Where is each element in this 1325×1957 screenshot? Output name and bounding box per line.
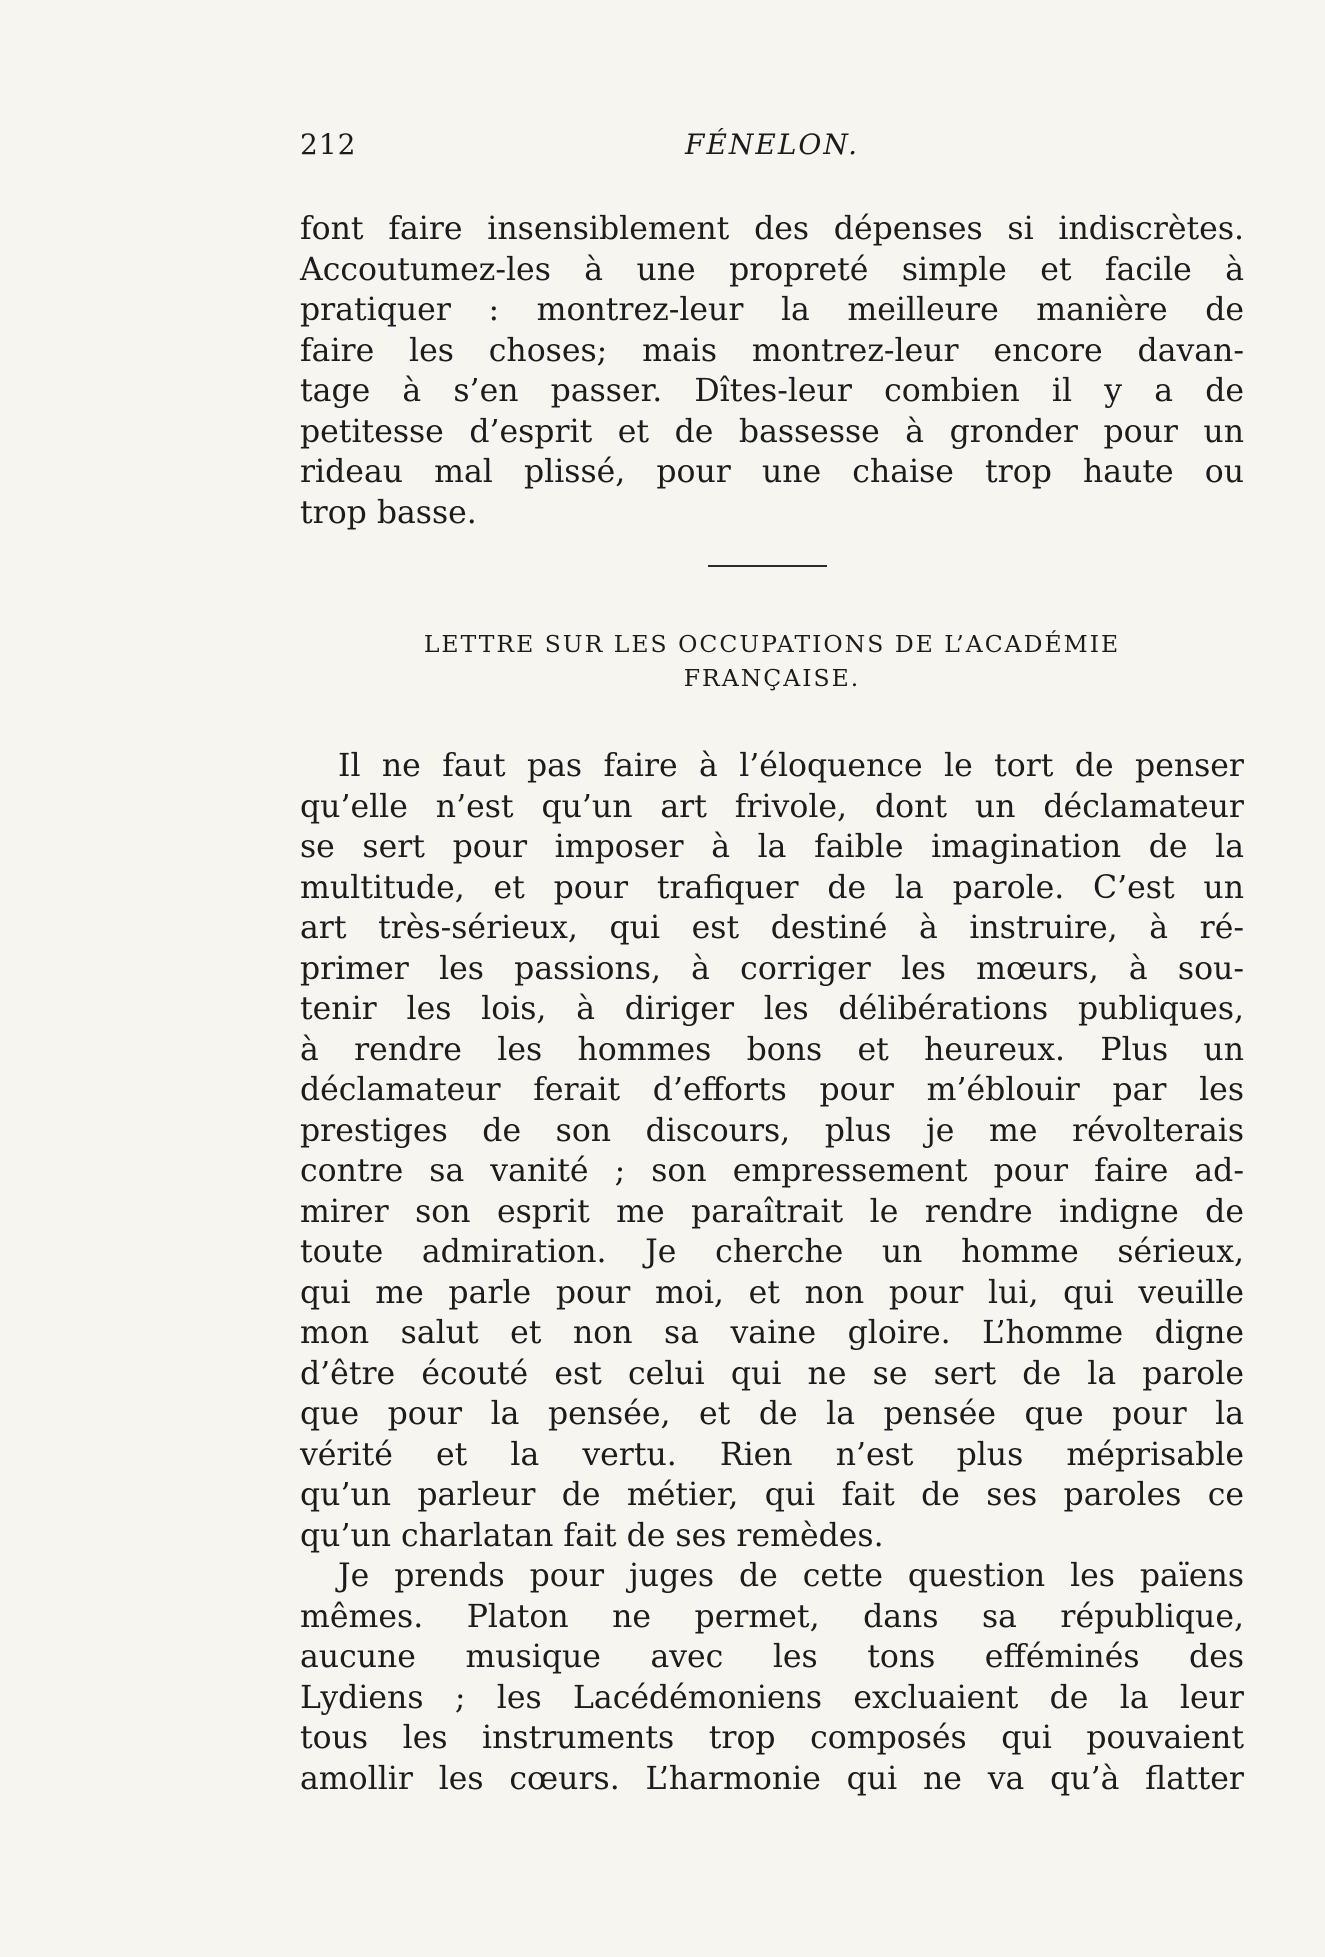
page-number: 212 (300, 128, 357, 161)
text-line: faire les choses; mais montrez-leur encore davan- (300, 332, 1244, 369)
text-line: aucune musique avec les tons efféminés des (300, 1639, 1244, 1675)
running-head (300, 128, 1244, 168)
text-line: font faire insensiblement des dépenses si indiscrètes. (300, 211, 1244, 247)
text-line: qu’un charlatan fait de ses remèdes. (300, 1517, 884, 1554)
section-heading-line: FRANÇAISE. (683, 664, 861, 692)
text-line: prestiges de son discours, plus je me révolterais (300, 1112, 1244, 1149)
text-line: Je prends pour juges de cette question les païens (338, 1558, 1244, 1594)
text-line: qu’un parleur de métier, qui fait de ses paroles ce (300, 1477, 1244, 1513)
text-line: petitesse d’esprit et de bassesse à gronder pour un (300, 413, 1244, 450)
text-line: pratiquer : montrez-leur la meilleure manière de (300, 292, 1244, 328)
text-line: contre sa vanité ; son empressement pour faire ad- (300, 1153, 1244, 1189)
text-line: Lydiens ; les Lacédémoniens excluaient de la leur (300, 1679, 1244, 1716)
text-line: mirer son esprit me paraîtrait le rendre indigne de (300, 1193, 1244, 1230)
text-line: mon salut et non sa vaine gloire. L’homme digne (300, 1315, 1244, 1351)
text-line: trop basse. (300, 494, 477, 531)
text-line: que pour la pensée, et de la pensée que pour la (300, 1396, 1244, 1432)
section-divider (708, 565, 827, 567)
section-heading (300, 627, 1244, 695)
text-line: qu’elle n’est qu’un art frivole, dont un déclamateur (300, 788, 1244, 825)
text-line: multitude, et pour trafiquer de la parole. C’est un (300, 869, 1244, 906)
text-line: vérité et la vertu. Rien n’est plus méprisable (300, 1436, 1244, 1473)
text-line: tous les instruments trop composés qui pouvaient (300, 1720, 1244, 1756)
running-title: FÉNELON. (685, 128, 859, 161)
text-line: toute admiration. Je cherche un homme sérieux, (300, 1234, 1244, 1270)
text-line: mêmes. Platon ne permet, dans sa république, (300, 1598, 1244, 1635)
section-heading-line: LETTRE SUR LES OCCUPATIONS DE L’ACADÉMIE (423, 630, 1121, 658)
continuation-paragraph (300, 209, 1244, 533)
text-line: tage à s’en passer. Dîtes-leur combien il y a de (300, 373, 1244, 409)
text-line: art très-sérieux, qui est destiné à instruire, à ré- (300, 910, 1244, 946)
text-line: Il ne faut pas faire à l’éloquence le tort de penser (338, 748, 1244, 784)
text-line: tenir les lois, à diriger les délibérations publiques, (300, 991, 1244, 1027)
text-line: rideau mal plissé, pour une chaise trop haute ou (300, 454, 1244, 490)
main-text (300, 746, 1244, 1799)
text-line: à rendre les hommes bons et heureux. Plus un (300, 1031, 1244, 1068)
text-line: primer les passions, à corriger les mœurs, à sou- (300, 950, 1244, 987)
text-line: amollir les cœurs. L’harmonie qui ne va qu’à flatter (300, 1760, 1244, 1797)
text-line: se sert pour imposer à la faible imagination de la (300, 829, 1244, 865)
text-line: Accoutumez-les à une propreté simple et facile à (300, 251, 1244, 288)
text-line: d’être écouté est celui qui ne se sert de la parole (300, 1355, 1244, 1392)
text-line: déclamateur ferait d’efforts pour m’éblouir par les (300, 1072, 1244, 1108)
text-line: qui me parle pour moi, et non pour lui, qui veuille (300, 1274, 1244, 1311)
